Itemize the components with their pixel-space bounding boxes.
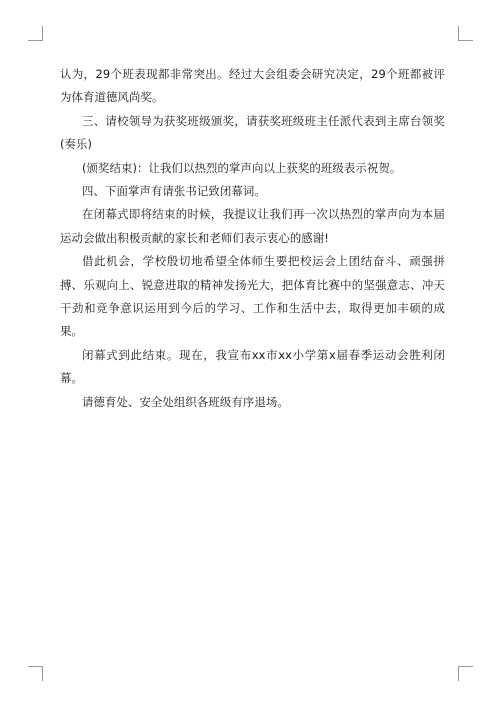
paragraph-closing-speech-intro: 四、下面掌声有请张书记致闭幕词。 <box>82 184 266 199</box>
paragraph-school-hope: 借此机会，学校殷切地希望全体师生要把校运会上团结奋斗、顽强拼搏、乐观向上、锐意进取的精神发扬光大，把体育比赛中的坚强意志、冲天干劲和竞争意识运用到今后的学习、工作和生活中去，取得更加丰硕的成果。 <box>60 254 445 339</box>
paragraph-congratulations: (颁奖结束)：让我们以热烈的掌声向以上获奖的班级表示祝贺。 <box>82 160 402 175</box>
crop-mark-bottom-left <box>28 666 43 681</box>
document-body <box>60 63 445 414</box>
paragraph-closing-declaration: 闭幕式到此结束。现在，我宣布xx市xx小学第x届春季运动会胜利闭幕。 <box>60 347 445 386</box>
paragraph-exit-instruction: 请德育处、安全处组织各班级有序退场。 <box>82 394 289 409</box>
paragraph-award-result: 认为，29个班表现都非常突出。经过大会组委会研究决定，29个班都被评为体育道德风尚奖。 <box>60 67 445 105</box>
crop-mark-top-right <box>458 26 473 41</box>
crop-mark-top-left <box>28 26 43 41</box>
paragraph-award-ceremony: 三、请校领导为获奖班级颁奖，请获奖班级班主任派代表到主席台领奖(奏乐) <box>60 113 445 152</box>
paragraph-thanks: 在闭幕式即将结束的时候，我提议让我们再一次以热烈的掌声向为本届运动会做出积极贡献的家长和老师们表示衷心的感谢! <box>60 207 445 245</box>
crop-mark-bottom-right <box>458 666 473 681</box>
